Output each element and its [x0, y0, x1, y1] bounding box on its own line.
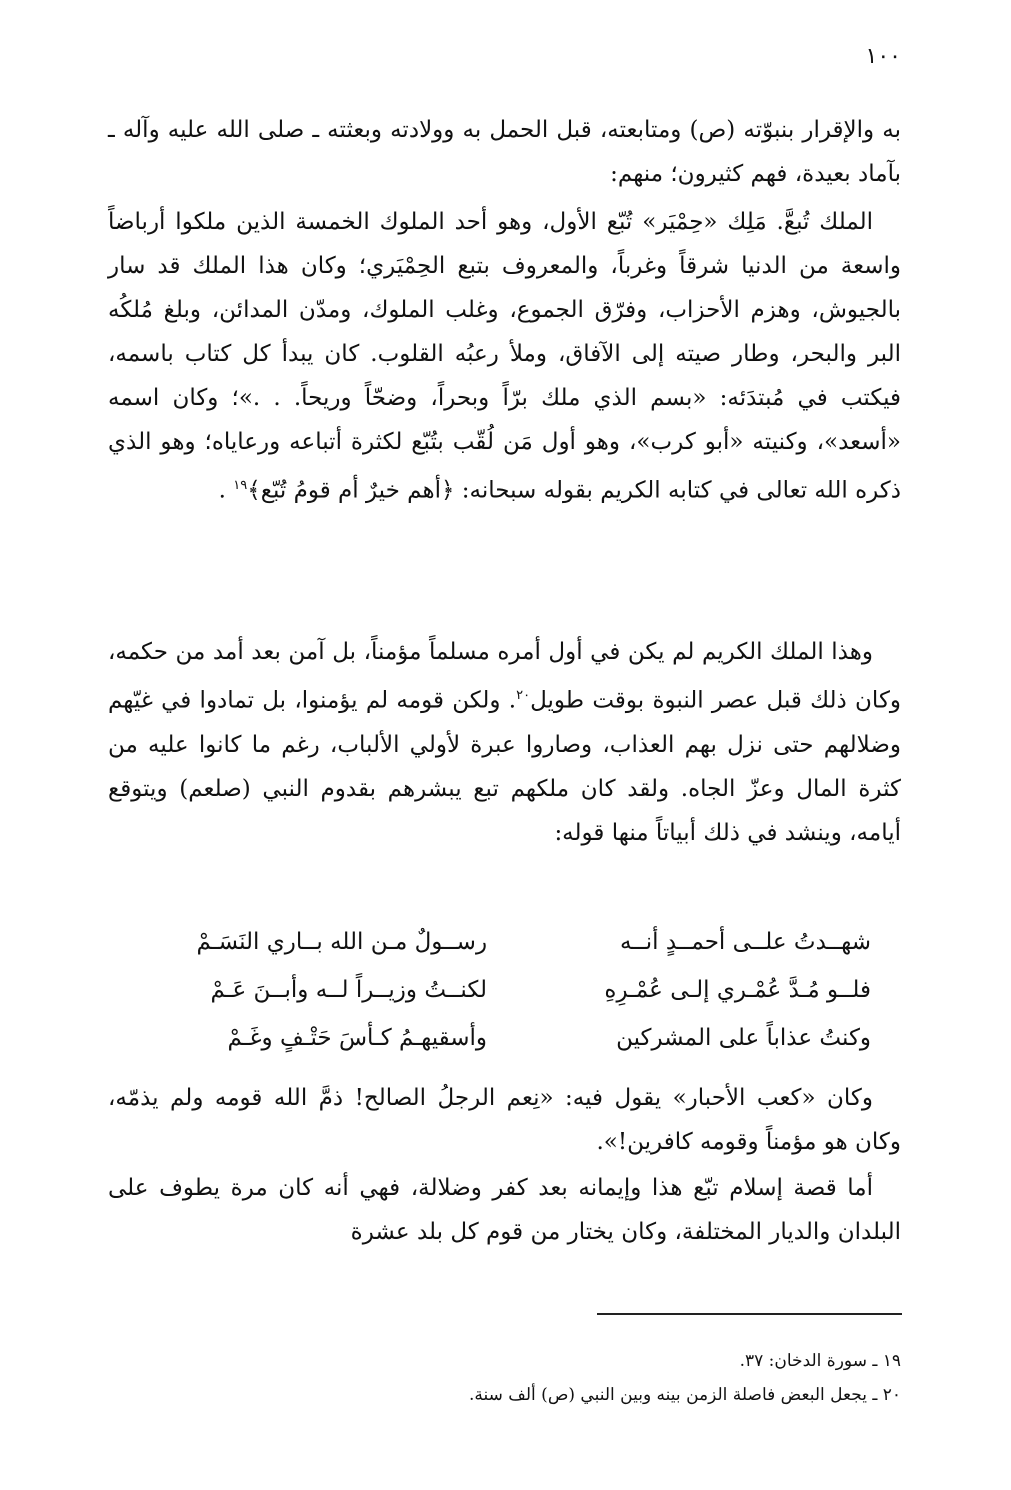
paragraph-tubba: الملك تُبعَّ. مَلِك «حِمْيَر» تُبّع الأول، وهو أحد الملوك الخمسة الذين ملكوا أرباضاً واسعة من الدنيا شرقاً وغرباً، والمعروف بتبع الحِمْيَري؛ وكان هذا الملك قد سار بالجيوش، وهزم الأحزاب، وفرّق الجموع، وغلب الملوك، ومدّن المدائن، وبلغ مُلكُه البر والبحر، وطار صيته إلى الآفاق، وملأ رعبُه القلوب. كان يبدأ كل كتاب باسمه، فيكتب في مُبتدَئه: «بسم الذي ملك برّاً وبحراً، وضحّاً وريحاً. . .»؛ وكان اسمه «أسعد»، وكنيته «أبو كرب»، وهو أول مَن لُقّب بتُبّع لكثرة أتباعه ورعاياه؛ وهو الذي ذكره الله تعالى في كتابه الكريم بقوله سبحانه: ﴿أهم خيرٌ أم قومُ تُبّع﴾$^{١٩}$ . — [108, 209, 901, 504]
footnote-divider — [597, 1313, 902, 1315]
poem-verse — [160, 1014, 871, 1062]
poem-hemistich: رســولٌ مـن الله بــاري النَسَـمْ — [196, 929, 488, 955]
paragraph-kaab — [108, 1076, 901, 1164]
paragraph-text: . ولكن قومه لم يؤمنوا، بل تمادوا في غيّهم وضلالهم حتى نزل بهم العذاب، وصاروا عبرة لأولي الألباب، رغم ما كانوا عليه من كثرة المال وعزّ الجاه. ولقد كان ملكهم تبع يبشرهم بقدوم النبي (صلعم) ويتوقع أيامه، وينشد في ذلك أبياتاً منها قوله: — [108, 687, 901, 846]
footnote-ref-20: ٢٠ — [516, 688, 531, 703]
footnote-ref-19: ١٩ — [233, 478, 248, 493]
paragraph-text: الملك تُبعَّ. مَلِك «حِمْيَر» تُبّع الأول، وهو أحد الملوك الخمسة الذين ملكوا أرباضاً واسعة من الدنيا شرقاً وغرباً، والمعروف بتبع الحِمْيَري؛ وكان هذا الملك قد سار بالجيوش، وهزم الأحزاب، وفرّق الجموع، وغلب الملوك، ومدّن المدائن، وبلغ مُلكُه البر والبحر، وطار صيته إلى الآفاق، وملأ رعبُه القلوب. كان يبدأ كل كتاب باسمه، فيكتب في مُبتدَئه: «بسم الذي ملك برّاً وبحراً، وضحّاً وريحاً. . .»؛ وكان اسمه «أسعد»، وكنيته «أبو كرب»، وهو أول مَن لُقّب بتُبّع لكثرة أتباعه ورعاياه؛ وهو الذي ذكره الله تعالى في كتابه الكريم بقوله سبحانه: ﴿أهم خيرٌ أم قومُ تُبّع﴾ — [108, 209, 901, 504]
paragraph-intro — [108, 108, 901, 196]
poem-verse — [160, 918, 871, 966]
poem-hemistich: وأسقيهـمُ كـأسَ حَتْـفٍ وغَـمْ — [227, 1025, 488, 1051]
paragraph-king — [108, 630, 901, 855]
paragraph-text: به والإقرار بنبوّته (ص) ومتابعته، قبل الحمل به وولادته وبعثته ـ صلى الله عليه وآله ـ بآماد بعيدة، فهم كثيرون؛ منهم: — [108, 117, 901, 187]
footnote: ٢٠ ـ يجعل البعض فاصلة الزمن بينه وبين النبي (ص) ألف سنة. — [468, 1385, 901, 1405]
paragraph-text: وكان «كعب الأحبار» يقول فيه: «نِعم الرجلُ الصالح! ذمَّ الله قومه ولم يذمّه، وكان هو مؤمناً وقومه كافرين!». — [108, 1085, 901, 1155]
page-number: ١٠٠ — [865, 44, 901, 69]
poem-verse — [160, 966, 871, 1014]
paragraph-text: وهذا الملك الكريم لم يكن في أول أمره مسلماً مؤمناً، بل آمن بعد أمد من حكمه، وكان ذلك قبل عصر النبوة بوقت طويل — [108, 639, 901, 714]
paragraph-text: أما قصة إسلام تبّع هذا وإيمانه بعد كفر وضلالة، فهي أنه كان مرة يطوف على البلدان والديار المختلفة، وكان يختار من قوم كل بلد عشرة — [108, 1175, 901, 1245]
footnotes — [108, 1344, 901, 1412]
poem-hemistich: شهــدتُ علــى أحمــدٍ أنــه — [619, 929, 871, 955]
footnote: ١٩ ـ سورة الدخان: ٣٧. — [739, 1351, 901, 1371]
poem-hemistich: وكنتُ عذاباً على المشركين — [616, 1025, 871, 1051]
poem-hemistich: لكنــتُ وزيــراً لــه وأبــنَ عَـمْ — [210, 977, 488, 1003]
poem-hemistich: فلــو مُـدَّ عُمْـري إلـى عُمْـرِهِ — [604, 977, 871, 1003]
paragraph-story — [108, 1166, 901, 1254]
poem — [160, 918, 871, 1062]
